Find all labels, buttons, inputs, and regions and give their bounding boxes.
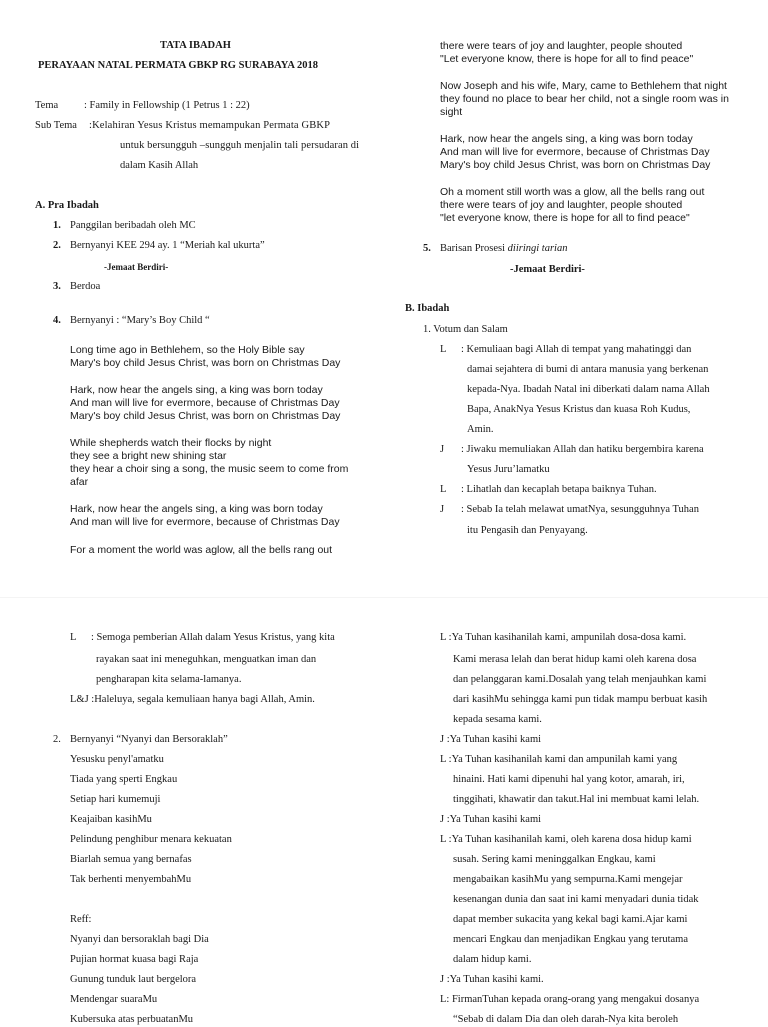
dialog-line: rayakan saat ini meneguhkan, menguatkan iman dan — [96, 654, 317, 665]
lyric-line: Mary's boy child Jesus Christ, was born on Christmas Day — [70, 410, 341, 422]
song-line: Tak berhenti menyembahMu — [70, 874, 192, 885]
lyric-line: And man will live for evermore, because of Christmas Day — [440, 146, 710, 158]
dialog-line: L :Ya Tuhan kasihanilah kami dan ampunilah kami yang — [440, 754, 678, 765]
item-number: 1. — [53, 220, 61, 231]
lyric-line: Long time ago in Bethlehem, so the Holy Bible say — [70, 344, 305, 356]
dialog-line: J :Ya Tuhan kasihi kami — [440, 814, 542, 825]
dialog-line: L :Ya Tuhan kasihanilah kami, oleh karena dosa hidup kami — [440, 834, 692, 845]
dialog-line: pengharapan kita selama-lamanya. — [96, 674, 242, 685]
song-line: Keajaiban kasihMu — [70, 814, 152, 825]
lyric-line: While shepherds watch their flocks by night — [70, 437, 272, 449]
lyric-line: Oh a moment still worth was a glow, all the bells rang out — [440, 186, 705, 198]
lyric-line: Hark, now hear the angels sing, a king was born today — [70, 503, 323, 515]
dialog-line: damai sejahtera di bumi di antara manusia yang berkenan — [467, 364, 709, 375]
dialog-line: susah. Sering kami meninggalkan Engkau, kami — [453, 854, 656, 865]
song-line: Gunung tunduk laut bergelora — [70, 974, 197, 985]
item-text: Bernyanyi : “Mary’s Boy Child “ — [70, 315, 210, 326]
song-line: Tiada yang sperti Engkau — [70, 774, 178, 785]
item-number: 2. — [53, 734, 61, 745]
item-text: Berdoa — [70, 281, 101, 292]
speaker-label: J — [440, 444, 445, 455]
dialog-line: : Lihatlah dan kecaplah betapa baiknya Tuhan. — [461, 484, 657, 495]
dialog-line: itu Pengasih dan Penyayang. — [467, 525, 588, 536]
dialog-line: kesenangan dunia dan saat ini kami menyadari dunia tidak — [453, 894, 699, 905]
lyric-line: they hear a choir sing a song, the music seem to come from — [70, 463, 349, 475]
dialog-line: L&J :Haleluya, segala kemuliaan hanya bagi Allah, Amin. — [70, 694, 315, 705]
dialog-line: L: FirmanTuhan kepada orang-orang yang mengakui dosanya — [440, 994, 700, 1005]
dialog-line: Kami merasa lelah dan berat hidup kami oleh karena dosa — [453, 654, 697, 665]
speaker-label: L — [440, 344, 447, 355]
lyric-line: there were tears of joy and laughter, people shouted — [440, 40, 683, 52]
lyric-line: there were tears of joy and laughter, people shouted — [440, 199, 683, 211]
lyric-line: sight — [440, 106, 463, 118]
votum-heading: 1. Votum dan Salam — [423, 324, 508, 335]
dialog-line: dari kasihMu sehingga kami pun tidak mampu berbuat kasih — [453, 694, 708, 705]
dialog-line: mengabaikan kasihMu yang sempurna.Kami mengejar — [453, 874, 683, 885]
lyric-line: For a moment the world was aglow, all the bells rang out — [70, 544, 333, 556]
song-line: Biarlah semua yang bernafas — [70, 854, 192, 865]
section-b-heading: B. Ibadah — [405, 303, 450, 314]
lyric-line: they see a bright new shining star — [70, 450, 227, 462]
dialog-line: hinaini. Hati kami dipenuhi hal yang kotor, amarah, iri, — [453, 774, 685, 785]
item-number: 2. — [53, 240, 61, 251]
lyric-line: afar — [70, 476, 89, 488]
subtema-line: untuk bersungguh –sungguh menjalin tali persudaran di — [120, 140, 360, 151]
dialog-line: kepada-Nya. Ibadah Natal ini diberkati dalam nama Allah — [467, 384, 710, 395]
dialog-line: : Semoga pemberian Allah dalam Yesus Kristus, yang kita — [91, 632, 335, 643]
dialog-line: : Jiwaku memuliakan Allah dan hatiku bergembira karena — [461, 444, 704, 455]
speaker-label: L — [70, 632, 77, 643]
item-text: Barisan Prosesi diiringi tarian — [440, 243, 568, 254]
jemaat-berdiri-note: -Jemaat Berdiri- — [104, 262, 169, 272]
item-text: Bernyanyi KEE 294 ay. 1 “Meriah kal ukurta” — [70, 240, 265, 251]
item-number: 5. — [423, 243, 431, 254]
subtema-line: :Kelahiran Yesus Kristus memampukan Permata GBKP — [89, 120, 331, 131]
dialog-line: Yesus Juru’lamatku — [467, 464, 550, 475]
subtema-label: Sub Tema — [35, 120, 77, 131]
dialog-line: kepada sesama kami. — [453, 714, 542, 725]
song-title: Bernyanyi “Nyanyi dan Bersoraklah” — [70, 734, 228, 745]
reff-label: Reff: — [70, 914, 92, 925]
dialog-line: : Sebab Ia telah melawat umatNya, sesungguhnya Tuhan — [461, 504, 699, 515]
lyric-line: And man will live for evermore, because of Christmas Day — [70, 516, 340, 528]
song-line: Yesusku penyl'amatku — [70, 754, 164, 765]
lyric-line: Mary's boy child Jesus Christ, was born on Christmas Day — [70, 357, 341, 369]
subtema-line: dalam Kasih Allah — [120, 160, 199, 171]
lyric-line: And man will live for evermore, because of Christmas Day — [70, 397, 340, 409]
speaker-label: L — [440, 484, 447, 495]
doc-subtitle: PERAYAAN NATAL PERMATA GBKP RG SURABAYA 2018 — [38, 60, 319, 71]
speaker-label: J — [440, 504, 445, 515]
dialog-line: Bapa, AnakNya Yesus Kristus dan kuasa Roh Kudus, — [467, 404, 691, 415]
dialog-line: J :Ya Tuhan kasihi kami. — [440, 974, 544, 985]
dialog-line: dapat member sukacita yang kekal bagi kami.Ajar kami — [453, 914, 688, 925]
lyric-line: Mary's boy child Jesus Christ, was born on Christmas Day — [440, 159, 711, 171]
dialog-line: “Sebab di dalam Dia dan oleh darah-Nya kita beroleh — [453, 1014, 679, 1025]
dialog-line: dalam hidup kami. — [453, 954, 532, 965]
dialog-line: tinggihati, khawatir dan takut.Hal ini membuat kami lelah. — [453, 794, 700, 805]
page-divider — [0, 597, 768, 598]
tema-label: Tema — [35, 100, 59, 111]
item-number: 4. — [53, 315, 61, 326]
lyric-line: "let everyone know, there is hope for all to find peace" — [440, 212, 690, 224]
dialog-line: : Kemuliaan bagi Allah di tempat yang mahatinggi dan — [461, 344, 692, 355]
song-line: Setiap hari kumemuji — [70, 794, 161, 805]
tema-value: : Family in Fellowship (1 Petrus 1 : 22) — [84, 100, 250, 111]
lyric-line: Hark, now hear the angels sing, a king was born today — [70, 384, 323, 396]
lyric-line: Hark, now hear the angels sing, a king was born today — [440, 133, 693, 145]
doc-title: TATA IBADAH — [160, 40, 231, 51]
lyric-line: Now Joseph and his wife, Mary, came to Bethlehem that night — [440, 80, 727, 92]
jemaat-berdiri-note: -Jemaat Berdiri- — [510, 264, 585, 275]
section-a-heading: A. Pra Ibadah — [35, 200, 99, 211]
song-line: Pujian hormat kuasa bagi Raja — [70, 954, 199, 965]
song-line: Nyanyi dan bersoraklah bagi Dia — [70, 934, 209, 945]
item-number: 3. — [53, 281, 61, 292]
song-line: Mendengar suaraMu — [70, 994, 158, 1005]
song-line: Pelindung penghibur menara kekuatan — [70, 834, 232, 845]
lyric-line: "Let everyone know, there is hope for all to find peace" — [440, 53, 694, 65]
lyric-line: they found no place to bear her child, not a single room was in — [440, 93, 729, 105]
item-text: Panggilan beribadah oleh MC — [70, 220, 196, 231]
dialog-line: mencari Engkau dan menjadikan Engkau yang terutama — [453, 934, 688, 945]
song-line: Kubersuka atas perbuatanMu — [70, 1014, 194, 1025]
dialog-line: L :Ya Tuhan kasihanilah kami, ampunilah dosa-dosa kami. — [440, 632, 687, 643]
dialog-line: J :Ya Tuhan kasihi kami — [440, 734, 542, 745]
dialog-line: dan pelanggaran kami.Dosalah yang telah menjauhkan kami — [453, 674, 707, 685]
dialog-line: Amin. — [467, 424, 494, 435]
